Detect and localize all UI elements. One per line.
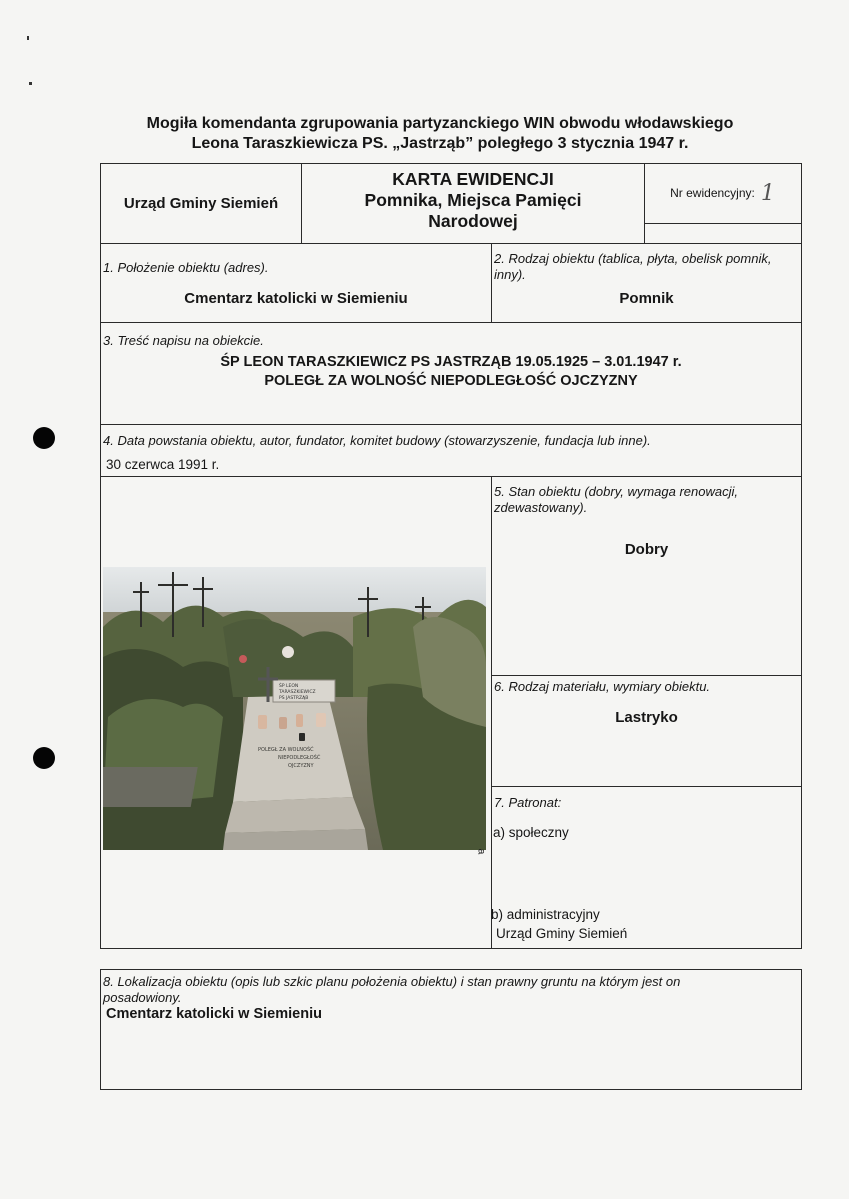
object-type-label-line-1: 2. Rodzaj obiektu (tablica, płyta, obelisk pomnik, <box>494 251 772 266</box>
plaque-line-1: ŚP LEON <box>279 684 299 689</box>
card-title-line-2: Pomnika, Miejsca Pamięci <box>364 190 582 210</box>
condition-label-line-2: zdewastowany). <box>494 500 588 515</box>
patronage-social: a) społeczny <box>493 825 569 840</box>
plaque-line-3: PS JASTRZĄB <box>279 696 309 701</box>
inscription-line-2: POLEGŁ ZA WOLNOŚĆ NIEPODLEGŁOŚĆ OJCZYZNY <box>264 373 638 389</box>
inscription-label: 3. Treść napisu na obiekcie. <box>103 333 264 348</box>
document-title <box>90 114 790 154</box>
record-number <box>644 163 801 223</box>
origin-label: 4. Data powstania obiektu, autor, fundator, komitet budowy (stowarzyszenie, fundacja lub inne). <box>103 433 651 448</box>
title-line-2: Leona Taraszkiewicza PS. „Jastrząb” poległego 3 stycznia 1947 r. <box>191 135 689 152</box>
object-type-label-line-2: inny). <box>494 267 526 282</box>
title-line-1: Mogiła komendanta zgrupowania partyzanckiego WIN obwodu włodawskiego <box>146 115 734 132</box>
origin-value: 30 czerwca 1991 r. <box>106 457 220 472</box>
locality-label-line-2: posadowiony. <box>103 990 182 1005</box>
photo-side-mark: a <box>475 848 487 855</box>
inscription-line-1: ŚP LEON TARASZKIEWICZ PS JASTRZĄB 19.05.1925 – 3.01.1947 r. <box>220 354 682 370</box>
card-title-line-3: Narodowej <box>428 211 518 231</box>
slab-line-2: NIEPODLEGŁOŚĆ <box>278 755 321 761</box>
section-location <box>100 243 492 323</box>
locality-value: Cmentarz katolicki w Siemieniu <box>106 1006 322 1022</box>
record-number-label: Nr ewidencyjny: <box>670 186 755 200</box>
patronage-admin: b) administracyjny <box>491 907 600 922</box>
punch-hole-top <box>33 427 55 449</box>
slab-line-1: POLEGŁ ZA WOLNOŚĆ <box>258 747 314 753</box>
punch-hole-bottom <box>33 747 55 769</box>
grave-photo <box>103 567 486 850</box>
patronage-label: 7. Patronat: <box>494 795 562 810</box>
office-name: Urząd Gminy Siemień <box>123 194 279 212</box>
location-value: Cmentarz katolicki w Siemieniu <box>184 290 408 307</box>
patronage-admin-value: Urząd Gminy Siemień <box>496 926 628 941</box>
plaque-line-2: TARASZKIEWICZ <box>279 690 316 695</box>
condition-label-line-1: 5. Stan obiektu (dobry, wymaga renowacji, <box>494 484 738 499</box>
locality-label-line-1: 8. Lokalizacja obiektu (opis lub szkic planu położenia obiektu) i stan prawny gruntu na którym jest on <box>103 974 681 989</box>
material-value: Lastryko <box>615 709 678 726</box>
object-type-value: Pomnik <box>619 290 674 307</box>
scan-speck <box>29 82 32 85</box>
slab-line-3: OJCZYZNY <box>288 763 314 769</box>
header-cell-empty <box>644 223 802 244</box>
card-title <box>302 163 644 243</box>
card-title-line-1: KARTA EWIDENCJI <box>392 169 554 189</box>
scan-speck <box>27 36 29 40</box>
material-label: 6. Rodzaj materiału, wymiary obiektu. <box>494 679 711 694</box>
condition-value: Dobry <box>624 541 669 558</box>
record-number-value: 1 <box>760 180 775 206</box>
location-label: 1. Położenie obiektu (adres). <box>103 260 269 275</box>
